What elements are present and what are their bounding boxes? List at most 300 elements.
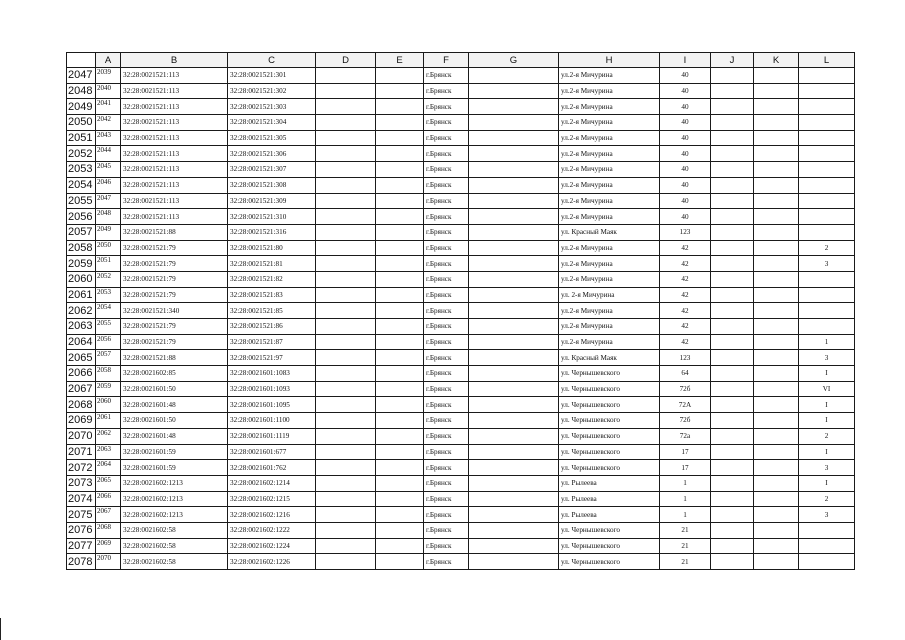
- cell-d[interactable]: [316, 444, 376, 460]
- cell-h[interactable]: ул. Чернышевского: [559, 413, 660, 429]
- cell-k[interactable]: [754, 193, 799, 209]
- cell-b[interactable]: 32:28:0021602:1213: [121, 475, 228, 491]
- cell-f[interactable]: г.Брянск: [424, 538, 469, 554]
- cell-k[interactable]: [754, 319, 799, 335]
- cell-e[interactable]: [376, 397, 424, 413]
- cell-e[interactable]: [376, 271, 424, 287]
- cell-a[interactable]: 2060: [96, 397, 121, 413]
- cell-h[interactable]: ул. Красный Маяк: [559, 224, 660, 240]
- cell-i[interactable]: 40: [660, 68, 711, 84]
- cell-f[interactable]: г.Брянск: [424, 381, 469, 397]
- cell-l[interactable]: [799, 177, 855, 193]
- cell-j[interactable]: [711, 428, 754, 444]
- cell-k[interactable]: [754, 444, 799, 460]
- cell-e[interactable]: [376, 287, 424, 303]
- cell-i[interactable]: 21: [660, 538, 711, 554]
- cell-l[interactable]: [799, 146, 855, 162]
- cell-e[interactable]: [376, 554, 424, 570]
- cell-j[interactable]: [711, 475, 754, 491]
- cell-e[interactable]: [376, 334, 424, 350]
- cell-l[interactable]: VI: [799, 381, 855, 397]
- cell-g[interactable]: [469, 350, 559, 366]
- row-number[interactable]: 2060: [67, 271, 96, 287]
- cell-i[interactable]: 17: [660, 460, 711, 476]
- cell-h[interactable]: ул.2-я Мичурина: [559, 162, 660, 178]
- cell-a[interactable]: 2042: [96, 115, 121, 131]
- cell-d[interactable]: [316, 271, 376, 287]
- cell-d[interactable]: [316, 240, 376, 256]
- cell-e[interactable]: [376, 115, 424, 131]
- cell-j[interactable]: [711, 522, 754, 538]
- cell-j[interactable]: [711, 130, 754, 146]
- cell-g[interactable]: [469, 507, 559, 523]
- cell-e[interactable]: [376, 366, 424, 382]
- cell-l[interactable]: [799, 538, 855, 554]
- cell-f[interactable]: г.Брянск: [424, 350, 469, 366]
- cell-e[interactable]: [376, 319, 424, 335]
- cell-i[interactable]: 42: [660, 334, 711, 350]
- cell-g[interactable]: [469, 193, 559, 209]
- cell-h[interactable]: ул. Чернышевского: [559, 554, 660, 570]
- cell-k[interactable]: [754, 209, 799, 225]
- cell-c[interactable]: 32:28:0021521:303: [228, 99, 316, 115]
- cell-i[interactable]: 40: [660, 130, 711, 146]
- cell-d[interactable]: [316, 381, 376, 397]
- cell-a[interactable]: 2054: [96, 303, 121, 319]
- cell-c[interactable]: 32:28:0021521:87: [228, 334, 316, 350]
- row-number[interactable]: 2058: [67, 240, 96, 256]
- cell-e[interactable]: [376, 177, 424, 193]
- cell-b[interactable]: 32:28:0021521:79: [121, 334, 228, 350]
- cell-g[interactable]: [469, 256, 559, 272]
- cell-j[interactable]: [711, 491, 754, 507]
- cell-b[interactable]: 32:28:0021521:113: [121, 162, 228, 178]
- cell-k[interactable]: [754, 522, 799, 538]
- cell-g[interactable]: [469, 475, 559, 491]
- cell-a[interactable]: 2046: [96, 177, 121, 193]
- cell-b[interactable]: 32:28:0021521:79: [121, 256, 228, 272]
- cell-b[interactable]: 32:28:0021521:79: [121, 271, 228, 287]
- cell-g[interactable]: [469, 162, 559, 178]
- cell-a[interactable]: 2067: [96, 507, 121, 523]
- cell-d[interactable]: [316, 99, 376, 115]
- cell-i[interactable]: 64: [660, 366, 711, 382]
- cell-j[interactable]: [711, 413, 754, 429]
- cell-f[interactable]: г.Брянск: [424, 146, 469, 162]
- cell-b[interactable]: 32:28:0021521:79: [121, 319, 228, 335]
- cell-a[interactable]: 2063: [96, 444, 121, 460]
- cell-k[interactable]: [754, 460, 799, 476]
- cell-a[interactable]: 2055: [96, 319, 121, 335]
- cell-j[interactable]: [711, 99, 754, 115]
- cell-j[interactable]: [711, 350, 754, 366]
- cell-b[interactable]: 32:28:0021521:113: [121, 146, 228, 162]
- cell-b[interactable]: 32:28:0021521:113: [121, 68, 228, 84]
- cell-d[interactable]: [316, 209, 376, 225]
- cell-a[interactable]: 2064: [96, 460, 121, 476]
- cell-d[interactable]: [316, 287, 376, 303]
- cell-l[interactable]: 1: [799, 334, 855, 350]
- row-number[interactable]: 2052: [67, 146, 96, 162]
- row-number[interactable]: 2076: [67, 522, 96, 538]
- cell-g[interactable]: [469, 271, 559, 287]
- cell-a[interactable]: 2053: [96, 287, 121, 303]
- cell-c[interactable]: 32:28:0021602:1214: [228, 475, 316, 491]
- cell-a[interactable]: 2065: [96, 475, 121, 491]
- cell-j[interactable]: [711, 83, 754, 99]
- cell-c[interactable]: 32:28:0021602:1215: [228, 491, 316, 507]
- cell-i[interactable]: 40: [660, 177, 711, 193]
- cell-i[interactable]: 40: [660, 99, 711, 115]
- cell-h[interactable]: ул.2-я Мичурина: [559, 146, 660, 162]
- row-number[interactable]: 2059: [67, 256, 96, 272]
- cell-b[interactable]: 32:28:0021521:340: [121, 303, 228, 319]
- cell-j[interactable]: [711, 334, 754, 350]
- cell-k[interactable]: [754, 366, 799, 382]
- cell-b[interactable]: 32:28:0021601:50: [121, 413, 228, 429]
- cell-h[interactable]: ул. Чернышевского: [559, 460, 660, 476]
- cell-g[interactable]: [469, 413, 559, 429]
- cell-i[interactable]: 72б: [660, 413, 711, 429]
- cell-e[interactable]: [376, 162, 424, 178]
- cell-a[interactable]: 2066: [96, 491, 121, 507]
- cell-i[interactable]: 40: [660, 209, 711, 225]
- cell-c[interactable]: 32:28:0021521:301: [228, 68, 316, 84]
- cell-d[interactable]: [316, 319, 376, 335]
- cell-f[interactable]: г.Брянск: [424, 366, 469, 382]
- cell-l[interactable]: [799, 224, 855, 240]
- row-number[interactable]: 2048: [67, 83, 96, 99]
- cell-d[interactable]: [316, 256, 376, 272]
- cell-e[interactable]: [376, 538, 424, 554]
- cell-k[interactable]: [754, 162, 799, 178]
- cell-c[interactable]: 32:28:0021521:307: [228, 162, 316, 178]
- cell-h[interactable]: ул.2-я Мичурина: [559, 68, 660, 84]
- cell-k[interactable]: [754, 350, 799, 366]
- cell-i[interactable]: 1: [660, 491, 711, 507]
- cell-e[interactable]: [376, 130, 424, 146]
- row-number[interactable]: 2063: [67, 319, 96, 335]
- cell-e[interactable]: [376, 193, 424, 209]
- cell-l[interactable]: 3: [799, 256, 855, 272]
- cell-h[interactable]: ул.2-я Мичурина: [559, 193, 660, 209]
- cell-d[interactable]: [316, 554, 376, 570]
- cell-h[interactable]: ул. Чернышевского: [559, 397, 660, 413]
- cell-j[interactable]: [711, 271, 754, 287]
- cell-j[interactable]: [711, 162, 754, 178]
- cell-g[interactable]: [469, 491, 559, 507]
- cell-k[interactable]: [754, 130, 799, 146]
- cell-l[interactable]: 3: [799, 460, 855, 476]
- cell-h[interactable]: ул.2-я Мичурина: [559, 83, 660, 99]
- cell-j[interactable]: [711, 319, 754, 335]
- cell-g[interactable]: [469, 115, 559, 131]
- cell-l[interactable]: 3: [799, 350, 855, 366]
- cell-b[interactable]: 32:28:0021601:48: [121, 428, 228, 444]
- cell-e[interactable]: [376, 413, 424, 429]
- cell-j[interactable]: [711, 193, 754, 209]
- cell-h[interactable]: ул.2-я Мичурина: [559, 130, 660, 146]
- cell-a[interactable]: 2051: [96, 256, 121, 272]
- cell-b[interactable]: 32:28:0021601:48: [121, 397, 228, 413]
- cell-k[interactable]: [754, 491, 799, 507]
- cell-h[interactable]: ул. 2-я Мичурина: [559, 287, 660, 303]
- cell-g[interactable]: [469, 177, 559, 193]
- cell-d[interactable]: [316, 177, 376, 193]
- cell-c[interactable]: 32:28:0021521:86: [228, 319, 316, 335]
- cell-g[interactable]: [469, 83, 559, 99]
- cell-i[interactable]: 123: [660, 224, 711, 240]
- cell-h[interactable]: ул.2-я Мичурина: [559, 256, 660, 272]
- cell-a[interactable]: 2048: [96, 209, 121, 225]
- row-number[interactable]: 2049: [67, 99, 96, 115]
- cell-l[interactable]: I: [799, 444, 855, 460]
- cell-c[interactable]: 32:28:0021521:304: [228, 115, 316, 131]
- cell-g[interactable]: [469, 444, 559, 460]
- cell-g[interactable]: [469, 554, 559, 570]
- cell-d[interactable]: [316, 162, 376, 178]
- cell-d[interactable]: [316, 68, 376, 84]
- cell-d[interactable]: [316, 413, 376, 429]
- cell-e[interactable]: [376, 460, 424, 476]
- cell-j[interactable]: [711, 209, 754, 225]
- cell-d[interactable]: [316, 224, 376, 240]
- cell-a[interactable]: 2058: [96, 366, 121, 382]
- cell-k[interactable]: [754, 334, 799, 350]
- cell-h[interactable]: ул.2-я Мичурина: [559, 99, 660, 115]
- row-number[interactable]: 2075: [67, 507, 96, 523]
- cell-f[interactable]: г.Брянск: [424, 83, 469, 99]
- cell-k[interactable]: [754, 538, 799, 554]
- cell-g[interactable]: [469, 240, 559, 256]
- cell-c[interactable]: 32:28:0021601:1119: [228, 428, 316, 444]
- cell-e[interactable]: [376, 224, 424, 240]
- cell-c[interactable]: 32:28:0021521:83: [228, 287, 316, 303]
- cell-k[interactable]: [754, 83, 799, 99]
- cell-f[interactable]: г.Брянск: [424, 444, 469, 460]
- cell-b[interactable]: 32:28:0021521:88: [121, 350, 228, 366]
- cell-l[interactable]: I: [799, 366, 855, 382]
- cell-h[interactable]: ул. Чернышевского: [559, 522, 660, 538]
- cell-f[interactable]: г.Брянск: [424, 115, 469, 131]
- cell-k[interactable]: [754, 271, 799, 287]
- row-number[interactable]: 2068: [67, 397, 96, 413]
- row-number[interactable]: 2057: [67, 224, 96, 240]
- cell-b[interactable]: 32:28:0021521:113: [121, 177, 228, 193]
- row-number[interactable]: 2047: [67, 68, 96, 84]
- cell-c[interactable]: 32:28:0021521:309: [228, 193, 316, 209]
- cell-i[interactable]: 42: [660, 303, 711, 319]
- cell-a[interactable]: 2044: [96, 146, 121, 162]
- cell-g[interactable]: [469, 334, 559, 350]
- cell-b[interactable]: 32:28:0021602:58: [121, 522, 228, 538]
- cell-k[interactable]: [754, 115, 799, 131]
- cell-e[interactable]: [376, 68, 424, 84]
- cell-d[interactable]: [316, 491, 376, 507]
- row-number[interactable]: 2074: [67, 491, 96, 507]
- cell-f[interactable]: г.Брянск: [424, 413, 469, 429]
- cell-b[interactable]: 32:28:0021521:113: [121, 115, 228, 131]
- row-number[interactable]: 2069: [67, 413, 96, 429]
- cell-h[interactable]: ул.2-я Мичурина: [559, 303, 660, 319]
- cell-j[interactable]: [711, 146, 754, 162]
- cell-d[interactable]: [316, 146, 376, 162]
- cell-i[interactable]: 42: [660, 240, 711, 256]
- cell-h[interactable]: ул.2-я Мичурина: [559, 240, 660, 256]
- cell-h[interactable]: ул. Чернышевского: [559, 444, 660, 460]
- cell-f[interactable]: г.Брянск: [424, 256, 469, 272]
- cell-i[interactable]: 40: [660, 193, 711, 209]
- cell-f[interactable]: г.Брянск: [424, 271, 469, 287]
- cell-b[interactable]: 32:28:0021601:50: [121, 381, 228, 397]
- cell-k[interactable]: [754, 413, 799, 429]
- cell-k[interactable]: [754, 240, 799, 256]
- cell-k[interactable]: [754, 224, 799, 240]
- cell-a[interactable]: 2049: [96, 224, 121, 240]
- cell-h[interactable]: ул.2-я Мичурина: [559, 209, 660, 225]
- cell-d[interactable]: [316, 303, 376, 319]
- row-number[interactable]: 2070: [67, 428, 96, 444]
- cell-k[interactable]: [754, 303, 799, 319]
- cell-i[interactable]: 17: [660, 444, 711, 460]
- cell-l[interactable]: I: [799, 413, 855, 429]
- cell-e[interactable]: [376, 428, 424, 444]
- cell-f[interactable]: г.Брянск: [424, 522, 469, 538]
- cell-l[interactable]: [799, 130, 855, 146]
- cell-l[interactable]: 2: [799, 428, 855, 444]
- cell-i[interactable]: 123: [660, 350, 711, 366]
- cell-g[interactable]: [469, 397, 559, 413]
- cell-f[interactable]: г.Брянск: [424, 209, 469, 225]
- cell-g[interactable]: [469, 381, 559, 397]
- cell-i[interactable]: 72А: [660, 397, 711, 413]
- cell-d[interactable]: [316, 350, 376, 366]
- cell-j[interactable]: [711, 240, 754, 256]
- cell-c[interactable]: 32:28:0021521:97: [228, 350, 316, 366]
- cell-g[interactable]: [469, 99, 559, 115]
- row-number[interactable]: 2072: [67, 460, 96, 476]
- cell-i[interactable]: 40: [660, 162, 711, 178]
- row-number[interactable]: 2064: [67, 334, 96, 350]
- cell-i[interactable]: 1: [660, 507, 711, 523]
- cell-a[interactable]: 2061: [96, 413, 121, 429]
- cell-f[interactable]: г.Брянск: [424, 397, 469, 413]
- cell-k[interactable]: [754, 146, 799, 162]
- cell-l[interactable]: I: [799, 397, 855, 413]
- cell-g[interactable]: [469, 366, 559, 382]
- cell-j[interactable]: [711, 538, 754, 554]
- cell-g[interactable]: [469, 428, 559, 444]
- cell-l[interactable]: [799, 83, 855, 99]
- cell-h[interactable]: ул. Чернышевского: [559, 366, 660, 382]
- cell-h[interactable]: ул. Рылеева: [559, 491, 660, 507]
- cell-l[interactable]: I: [799, 475, 855, 491]
- cell-g[interactable]: [469, 287, 559, 303]
- cell-e[interactable]: [376, 350, 424, 366]
- cell-i[interactable]: 42: [660, 256, 711, 272]
- cell-k[interactable]: [754, 554, 799, 570]
- cell-j[interactable]: [711, 287, 754, 303]
- cell-k[interactable]: [754, 177, 799, 193]
- cell-h[interactable]: ул.2-я Мичурина: [559, 319, 660, 335]
- cell-h[interactable]: ул.2-я Мичурина: [559, 271, 660, 287]
- cell-b[interactable]: 32:28:0021521:113: [121, 83, 228, 99]
- cell-h[interactable]: ул. Красный Маяк: [559, 350, 660, 366]
- cell-c[interactable]: 32:28:0021521:305: [228, 130, 316, 146]
- cell-j[interactable]: [711, 444, 754, 460]
- cell-g[interactable]: [469, 130, 559, 146]
- cell-l[interactable]: [799, 287, 855, 303]
- cell-h[interactable]: ул. Чернышевского: [559, 381, 660, 397]
- cell-f[interactable]: г.Брянск: [424, 460, 469, 476]
- cell-d[interactable]: [316, 522, 376, 538]
- cell-e[interactable]: [376, 491, 424, 507]
- cell-h[interactable]: ул. Рылеева: [559, 507, 660, 523]
- cell-h[interactable]: ул.2-я Мичурина: [559, 115, 660, 131]
- cell-j[interactable]: [711, 115, 754, 131]
- cell-l[interactable]: [799, 68, 855, 84]
- cell-e[interactable]: [376, 444, 424, 460]
- cell-f[interactable]: г.Брянск: [424, 240, 469, 256]
- cell-b[interactable]: 32:28:0021521:113: [121, 193, 228, 209]
- cell-a[interactable]: 2040: [96, 83, 121, 99]
- cell-f[interactable]: г.Брянск: [424, 162, 469, 178]
- cell-i[interactable]: 40: [660, 146, 711, 162]
- cell-a[interactable]: 2052: [96, 271, 121, 287]
- cell-j[interactable]: [711, 554, 754, 570]
- cell-f[interactable]: г.Брянск: [424, 319, 469, 335]
- cell-l[interactable]: [799, 303, 855, 319]
- cell-e[interactable]: [376, 256, 424, 272]
- cell-g[interactable]: [469, 146, 559, 162]
- cell-b[interactable]: 32:28:0021602:1213: [121, 507, 228, 523]
- row-number[interactable]: 2050: [67, 115, 96, 131]
- cell-a[interactable]: 2059: [96, 381, 121, 397]
- cell-c[interactable]: 32:28:0021601:1093: [228, 381, 316, 397]
- cell-j[interactable]: [711, 177, 754, 193]
- cell-a[interactable]: 2045: [96, 162, 121, 178]
- row-number[interactable]: 2053: [67, 162, 96, 178]
- cell-d[interactable]: [316, 397, 376, 413]
- cell-g[interactable]: [469, 209, 559, 225]
- cell-f[interactable]: г.Брянск: [424, 193, 469, 209]
- row-number[interactable]: 2077: [67, 538, 96, 554]
- cell-g[interactable]: [469, 522, 559, 538]
- cell-c[interactable]: 32:28:0021602:1216: [228, 507, 316, 523]
- cell-f[interactable]: г.Брянск: [424, 491, 469, 507]
- row-number[interactable]: 2073: [67, 475, 96, 491]
- cell-c[interactable]: 32:28:0021601:1100: [228, 413, 316, 429]
- cell-e[interactable]: [376, 475, 424, 491]
- cell-d[interactable]: [316, 460, 376, 476]
- cell-d[interactable]: [316, 83, 376, 99]
- row-number[interactable]: 2065: [67, 350, 96, 366]
- cell-k[interactable]: [754, 68, 799, 84]
- row-number[interactable]: 2051: [67, 130, 96, 146]
- cell-f[interactable]: г.Брянск: [424, 303, 469, 319]
- cell-b[interactable]: 32:28:0021602:1213: [121, 491, 228, 507]
- cell-a[interactable]: 2070: [96, 554, 121, 570]
- cell-i[interactable]: 42: [660, 319, 711, 335]
- cell-k[interactable]: [754, 428, 799, 444]
- cell-h[interactable]: ул.2-я Мичурина: [559, 177, 660, 193]
- cell-i[interactable]: 1: [660, 475, 711, 491]
- cell-a[interactable]: 2056: [96, 334, 121, 350]
- cell-h[interactable]: ул. Рылеева: [559, 475, 660, 491]
- cell-j[interactable]: [711, 256, 754, 272]
- cell-j[interactable]: [711, 68, 754, 84]
- cell-j[interactable]: [711, 460, 754, 476]
